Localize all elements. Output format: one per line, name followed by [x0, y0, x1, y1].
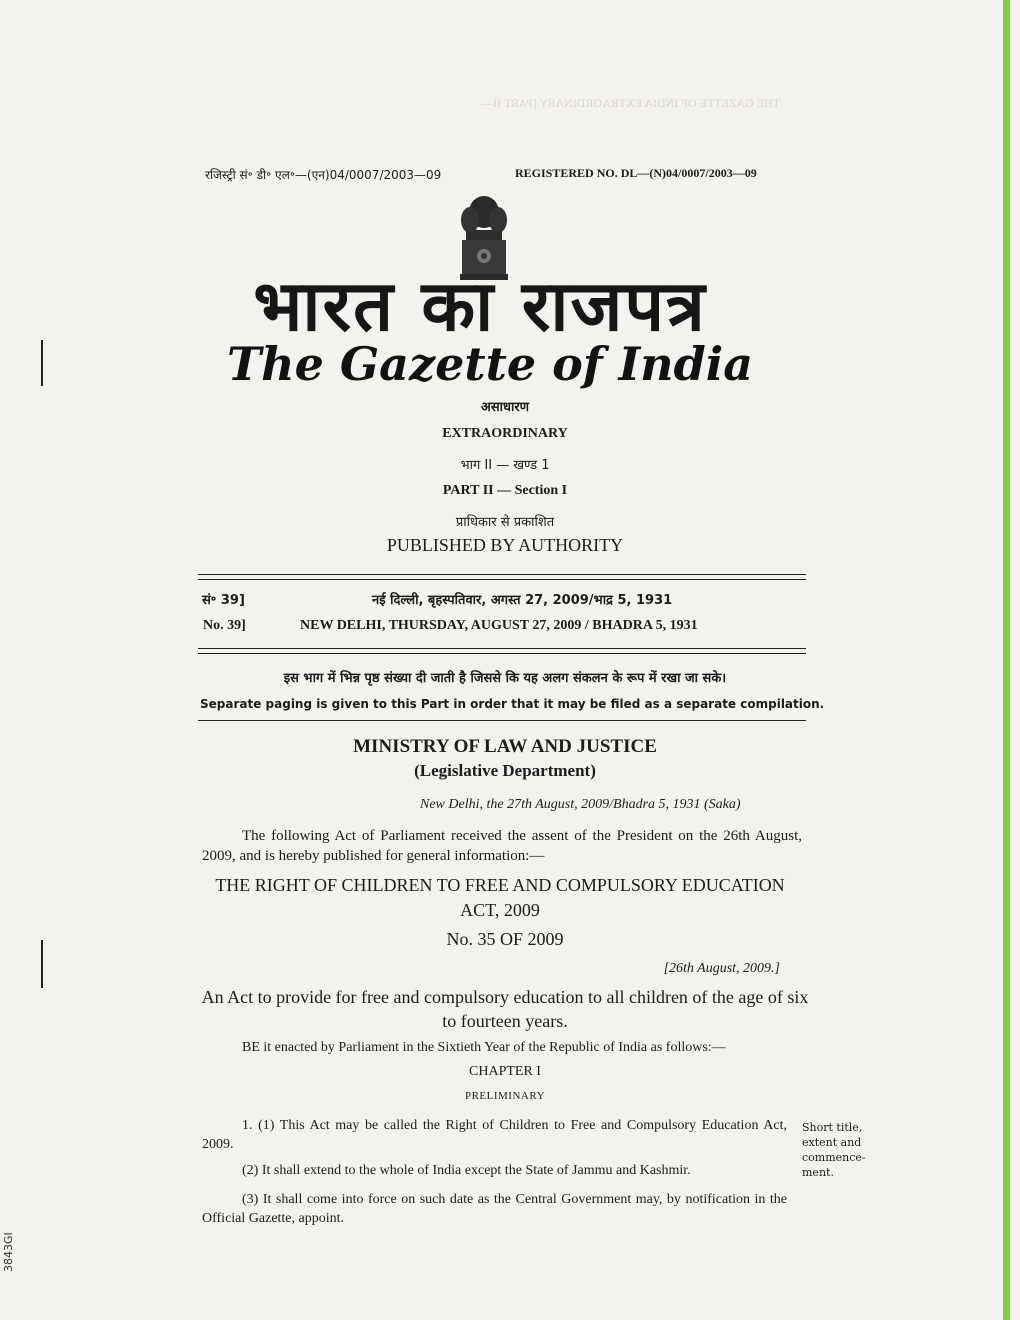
- ministry-name: MINISTRY OF LAW AND JUSTICE: [353, 736, 657, 757]
- gazette-title-hindi: भारत का राजपत्र: [253, 265, 707, 347]
- issue-date-hindi: नई दिल्ली, बृहस्पतिवार, अगस्त 27, 2009/भाद्र 5, 1931: [372, 593, 673, 608]
- department-name: (Legislative Department): [414, 761, 596, 780]
- gazette-title-english: The Gazette of India: [226, 337, 754, 391]
- divider: [198, 574, 806, 575]
- issue-number-english: No. 39]: [203, 618, 246, 633]
- bleed-through-text: THE GAZETTE OF INDIA EXTRAORDINARY [PART II—: [481, 96, 780, 110]
- extraordinary-english: EXTRAORDINARY: [442, 426, 568, 441]
- divider: [198, 653, 806, 654]
- divider: [198, 720, 806, 721]
- registration-number-english: REGISTERED NO. DL—(N)04/0007/2003—09: [515, 166, 757, 180]
- extraordinary-hindi: असाधारण: [480, 400, 530, 415]
- authority-hindi: प्राधिकार से प्रकाशित: [455, 515, 555, 530]
- issue-date-english: NEW DELHI, THURSDAY, AUGUST 27, 2009 / BHADRA 5, 1931: [300, 618, 698, 633]
- publication-intro: The following Act of Parliament received the assent of the President on the 26th August, 2009, and is hereby published for general information:—: [202, 828, 802, 864]
- enacting-formula: BE it enacted by Parliament in the Sixtieth Year of the Republic of India as follows:—: [242, 1040, 726, 1055]
- issue-number-hindi: सं॰ 39]: [202, 593, 245, 608]
- side-code: 3843GI: [2, 1232, 15, 1272]
- section-1-clause-1: 1. (1) This Act may be called the Right of Children to Free and Compulsory Education Act, 2009.: [202, 1118, 787, 1152]
- part-section-english: PART II — Section I: [442, 483, 568, 498]
- authority-english: PUBLISHED BY AUTHORITY: [386, 535, 624, 555]
- section-1-clause-2: (2) It shall extend to the whole of India except the State of Jammu and Kashmir.: [242, 1163, 691, 1178]
- part-section-hindi: भाग II — खण्ड 1: [460, 458, 550, 473]
- registration-number-hindi: रजिस्ट्री सं॰ डी॰ एल॰—(एन)04/0007/2003—09: [205, 168, 442, 182]
- section-1-clause-3: (3) It shall come into force on such date as the Central Government may, by notification in the Official Gazette, appoint.: [202, 1192, 787, 1226]
- paging-note-hindi: इस भाग में भिन्न पृष्ठ संख्या दी जाती है जिससे कि यह अलग संकलन के रूप में रखा जा सके।: [283, 671, 727, 686]
- act-number: No. 35 OF 2009: [446, 929, 564, 949]
- place-date: New Delhi, the 27th August, 2009/Bhadra 5, 1931 (Saka): [420, 797, 741, 812]
- chapter-title: PRELIMINARY: [464, 1090, 546, 1102]
- margin-mark: [41, 340, 43, 386]
- assent-date: [26th August, 2009.]: [663, 961, 780, 976]
- divider: [198, 579, 806, 580]
- divider: [198, 648, 806, 649]
- chapter-heading: CHAPTER I: [469, 1064, 541, 1079]
- page-edge-strip: [1003, 0, 1010, 1320]
- act-long-title: An Act to provide for free and compulsory education to all children of the age of six to fourteen years.: [201, 987, 809, 1031]
- paging-note-english: Separate paging is given to this Part in order that it may be filed as a separate compilation.: [200, 697, 825, 711]
- act-title: THE RIGHT OF CHILDREN TO FREE AND COMPULSORY EDUCATION ACT, 2009: [215, 875, 785, 920]
- margin-mark: [41, 940, 43, 988]
- marginal-note: Short title, extent and commence-ment.: [802, 1121, 866, 1179]
